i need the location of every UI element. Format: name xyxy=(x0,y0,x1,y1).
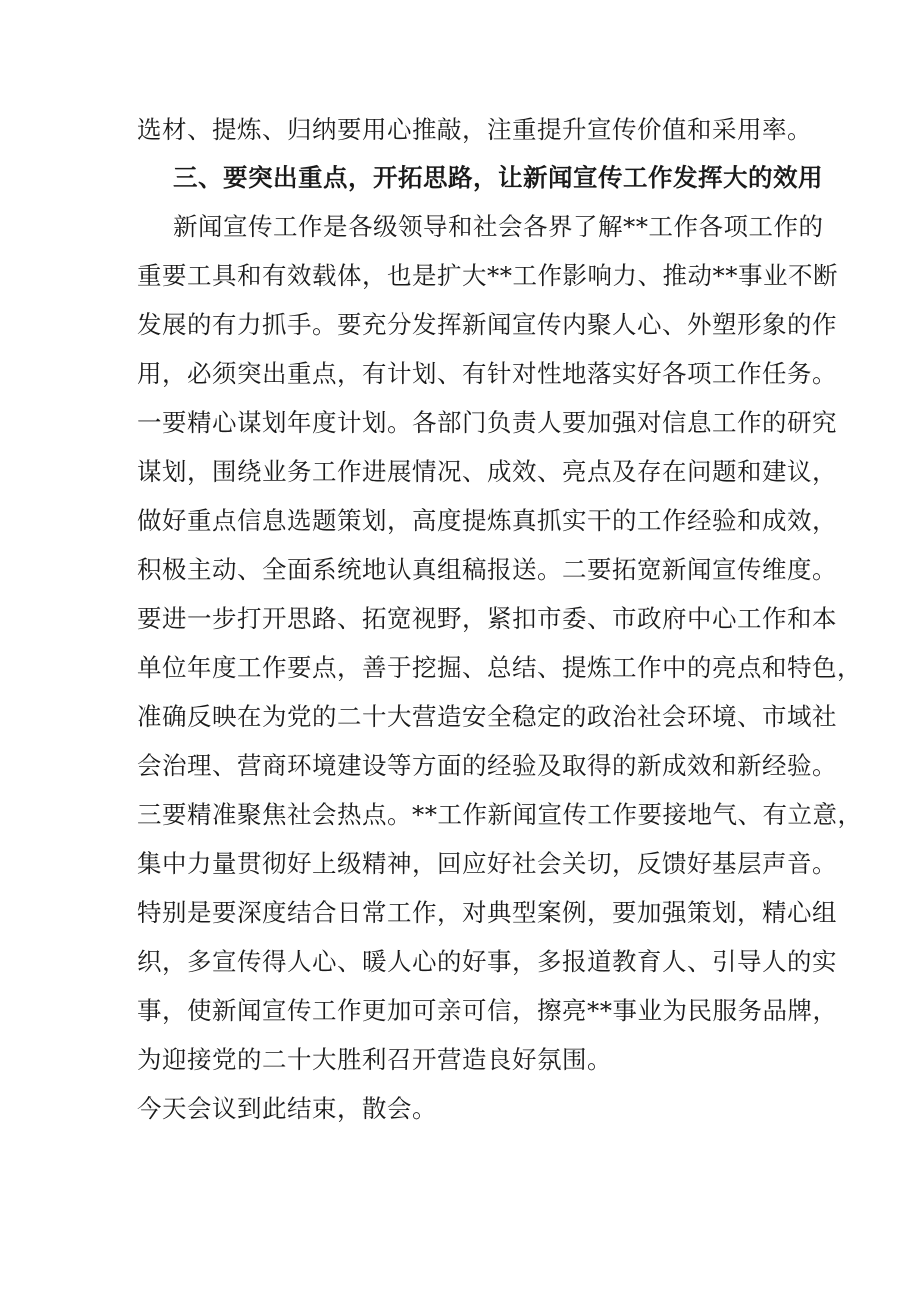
body-line: 发展的有力抓手。要充分发挥新闻宣传内聚人心、外塑形象的作 xyxy=(137,310,837,339)
body-line: 特别是要深度结合日常工作，对典型案例，要加强策划，精心组 xyxy=(137,898,837,927)
body-line: 集中力量贯彻好上级精神，回应好社会关切，反馈好基层声音。 xyxy=(137,849,837,878)
intro-line: 选材、提炼、归纳要用心推敲，注重提升宣传价值和采用率。 xyxy=(137,115,812,144)
body-line: 用，必须突出重点，有计划、有针对性地落实好各项工作任务。 xyxy=(137,359,837,388)
body-line: 事，使新闻宣传工作更加可亲可信，擦亮**事业为民服务品牌， xyxy=(137,996,838,1025)
body-line: 重要工具和有效载体，也是扩大**工作影响力、推动**事业不断 xyxy=(137,261,838,290)
body-line: 织，多宣传得人心、暖人心的好事，多报道教育人、引导人的实 xyxy=(137,947,837,976)
body-line: 谋划，围绕业务工作进展情况、成效、亮点及存在问题和建议， xyxy=(137,457,837,486)
body-line: 积极主动、全面系统地认真组稿报送。二要拓宽新闻宣传维度。 xyxy=(137,555,837,584)
body-line: 三要精准聚焦社会热点。**工作新闻宣传工作要接地气、有立意， xyxy=(137,800,863,829)
body-line: 新闻宣传工作是各级领导和社会各界了解**工作各项工作的 xyxy=(173,212,824,241)
body-line: 做好重点信息选题策划，高度提炼真抓实干的工作经验和成效， xyxy=(137,506,837,535)
body-line: 单位年度工作要点，善于挖掘、总结、提炼工作中的亮点和特色， xyxy=(137,653,862,682)
closing-line: 今天会议到此结束，散会。 xyxy=(137,1094,437,1123)
body-line: 一要精心谋划年度计划。各部门负责人要加强对信息工作的研究 xyxy=(137,408,837,437)
body-line: 为迎接党的二十大胜利召开营造良好氛围。 xyxy=(137,1045,612,1074)
body-line: 会治理、营商环境建设等方面的经验及取得的新成效和新经验。 xyxy=(137,751,837,780)
body-line: 准确反映在为党的二十大营造安全稳定的政治社会环境、市域社 xyxy=(137,702,837,731)
body-line: 要进一步打开思路、拓宽视野，紧扣市委、市政府中心工作和本 xyxy=(137,604,837,633)
section-heading: 三、要突出重点，开拓思路，让新闻宣传工作发挥大的效用 xyxy=(173,163,823,192)
